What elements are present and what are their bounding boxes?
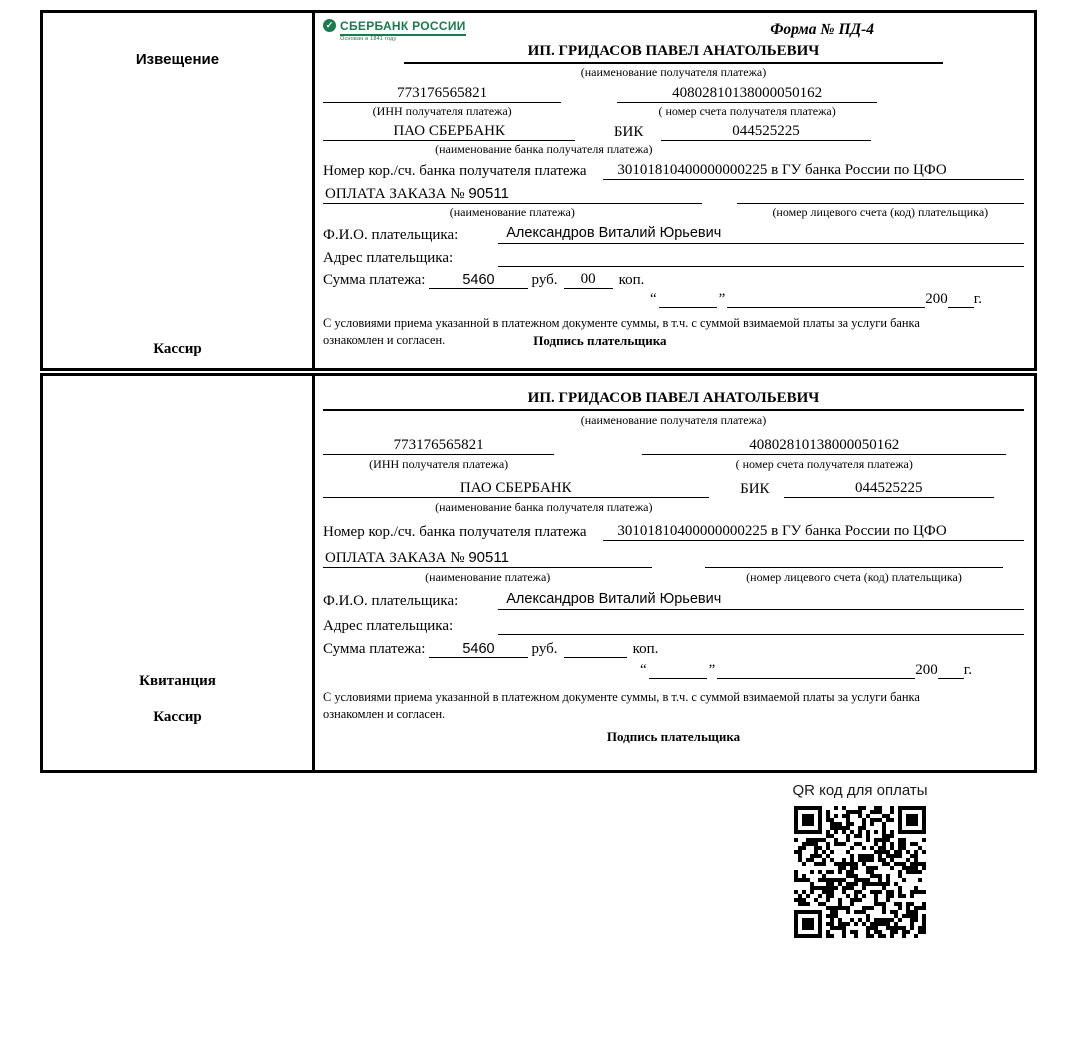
caption-bank: (наименование банка получателя платежа): [435, 142, 653, 156]
sum-label: Сумма платежа:: [323, 272, 426, 288]
bik-label: БИК: [740, 481, 770, 497]
payee-name: ИП. ГРИДАСОВ ПАВЕЛ АНАТОЛЬЕВИЧ: [404, 43, 944, 64]
signature-label: Подпись плательщика: [533, 333, 667, 349]
qr-label: QR код для оплаты: [792, 782, 928, 799]
date-month-blank: [717, 662, 915, 679]
kop-label: коп.: [632, 641, 659, 657]
receipt-section: [40, 373, 1037, 773]
date-line: “ ” 200 г.: [639, 662, 972, 678]
amount-rub: 5460: [429, 641, 527, 658]
payer-fio: Александров Виталий Юрьевич: [498, 225, 1024, 244]
rub-label: руб.: [531, 272, 558, 288]
receipt-title: Квитанция: [139, 673, 216, 689]
sberbank-logo: [323, 17, 466, 42]
notice-section: [40, 10, 1037, 371]
caption-inn: (ИНН получателя платежа): [369, 457, 509, 471]
payer-code-blank-line: [737, 186, 1024, 204]
notice-main: [315, 13, 1034, 368]
terms-text: С условиями приема указанной в платежном документе суммы, в т.ч. с суммой взимаемой платы за услуги банка ознакомлен и согласен. Подпись плательщика: [323, 315, 1024, 351]
caption-account: ( номер счета получателя платежа): [735, 457, 913, 471]
amount-rub: 5460: [429, 272, 527, 289]
corr-label: Номер кор./сч. банка получателя платежа: [323, 163, 587, 179]
payee-account: 40802810138000050162: [642, 437, 1007, 455]
date-day-blank: [649, 662, 707, 679]
payee-account: 40802810138000050162: [617, 85, 876, 103]
notice-title: Извещение: [135, 51, 220, 68]
date-year-blank: [938, 662, 964, 679]
caption-payee-name: (наименование получателя платежа): [580, 65, 767, 79]
receipt-side-column: [43, 376, 315, 770]
payer-address-blank-line: [498, 616, 1024, 635]
date-day-blank: [659, 291, 717, 308]
payer-code-blank-line: [705, 550, 1003, 568]
qr-code: [794, 806, 926, 938]
payment-purpose: ОПЛАТА ЗАКАЗА № 90511: [323, 185, 702, 204]
address-label: Адрес плательщика:: [323, 618, 454, 634]
date-line: “ ” 200 г.: [649, 291, 982, 307]
amount-kop: 00: [564, 271, 613, 289]
notice-side-column: [43, 13, 315, 368]
caption-payee-name: (наименование получателя платежа): [580, 413, 767, 427]
caption-payer-code: (номер лицевого счета (код) плательщика): [772, 205, 989, 219]
fio-label: Ф.И.О. плательщика:: [323, 227, 459, 243]
address-label: Адрес плательщика:: [323, 250, 454, 266]
bik-value: 044525225: [661, 123, 871, 141]
payee-inn: 773176565821: [323, 437, 554, 455]
caption-payment-name: (наименование платежа): [449, 205, 575, 219]
payer-address-blank-line: [498, 248, 1024, 267]
notice-cashier-label: Кассир: [153, 341, 202, 357]
amount-kop: [564, 640, 627, 658]
signature-label: Подпись плательщика: [606, 728, 741, 744]
sberbank-logo-icon: ✓: [323, 19, 336, 32]
payee-inn: 773176565821: [323, 85, 561, 103]
rub-label: руб.: [531, 641, 558, 657]
payee-bank: ПАО СБЕРБАНК: [323, 123, 575, 141]
fio-label: Ф.И.О. плательщика:: [323, 593, 459, 609]
payer-fio: Александров Виталий Юрьевич: [498, 591, 1024, 610]
terms-text: С условиями приема указанной в платежном документе суммы, в т.ч. с суммой взимаемой платы за услуги банка ознакомлен и согласен.: [323, 690, 920, 722]
bik-label: БИК: [613, 124, 644, 140]
caption-payment-name: (наименование платежа): [425, 570, 551, 584]
date-month-blank: [727, 291, 925, 308]
qr-block: [742, 782, 978, 938]
payee-bank: ПАО СБЕРБАНК: [323, 480, 709, 498]
form-number-label: Форма № ПД-4: [770, 21, 874, 38]
caption-payer-code: (номер лицевого счета (код) плательщика): [746, 570, 962, 584]
bik-value: 044525225: [784, 480, 994, 498]
sberbank-logo-text: СБЕРБАНК РОССИИ: [340, 19, 466, 36]
caption-account: ( номер счета получателя платежа): [658, 104, 836, 118]
corr-label: Номер кор./сч. банка получателя платежа: [323, 524, 587, 540]
corr-account: 30101810400000000225 в ГУ банка России по ЦФО: [603, 162, 1024, 180]
order-number: 90511: [468, 549, 509, 566]
sum-label: Сумма платежа:: [323, 641, 426, 657]
order-number: 90511: [468, 185, 509, 202]
kop-label: коп.: [618, 272, 645, 288]
corr-account: 30101810400000000225 в ГУ банка России по ЦФО: [603, 523, 1024, 541]
receipt-cashier-label: Кассир: [153, 709, 202, 725]
date-year-blank: [948, 291, 974, 308]
payment-purpose: ОПЛАТА ЗАКАЗА № 90511: [323, 549, 652, 568]
caption-inn: (ИНН получателя платежа): [372, 104, 512, 118]
receipt-main: [315, 376, 1034, 770]
payee-name: ИП. ГРИДАСОВ ПАВЕЛ АНАТОЛЬЕВИЧ: [323, 390, 1024, 411]
sberbank-logo-tagline: Основан в 1841 году: [340, 36, 397, 42]
caption-bank: (наименование банка получателя платежа): [435, 500, 653, 514]
